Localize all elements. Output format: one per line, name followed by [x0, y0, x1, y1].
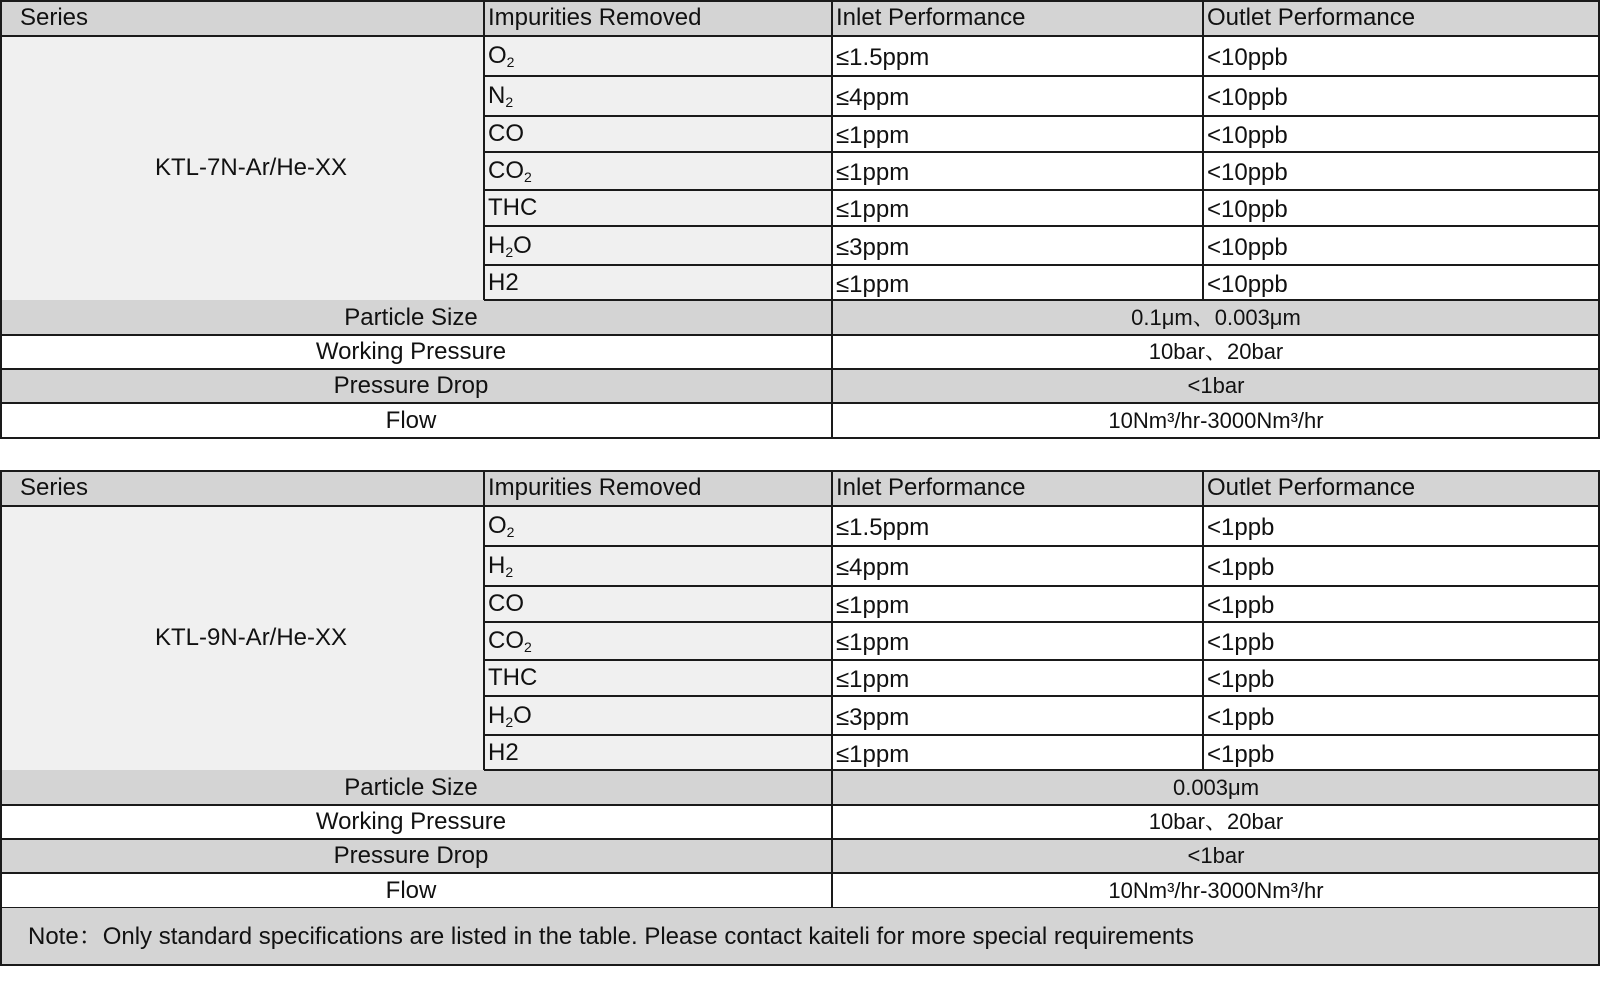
- impurity-name: [488, 196, 537, 220]
- impurity-cell: [484, 735, 832, 770]
- outlet-value: <10ppb: [1207, 84, 1288, 111]
- outlet-value: <10ppb: [1207, 233, 1288, 261]
- impurity-subscript: 2: [505, 243, 514, 260]
- impurity-name: [488, 592, 524, 616]
- table-divider: [1202, 0, 1204, 300]
- table-divider: [0, 908, 2, 965]
- impurity-name: [488, 84, 513, 108]
- series-cell: [0, 36, 484, 300]
- table-divider: [0, 470, 2, 908]
- impurity-name: [488, 554, 513, 578]
- impurity-subscript: 2: [524, 639, 532, 655]
- table-divider: [0, 470, 1600, 472]
- impurity-base: H: [488, 231, 506, 259]
- table-divider: [0, 334, 1600, 336]
- table-divider: [484, 189, 1600, 191]
- header-cell: [1203, 470, 1600, 506]
- header-cell: [0, 470, 484, 506]
- inlet-cell: [832, 506, 1203, 546]
- outlet-value: <1ppb: [1207, 514, 1275, 541]
- spec-value: <1bar: [1187, 373, 1245, 398]
- inlet-value: ≤1ppm: [836, 629, 910, 656]
- impurity-cell: [484, 116, 832, 152]
- outlet-value: <1ppb: [1207, 629, 1275, 656]
- impurity-suffix: O: [513, 231, 532, 259]
- outlet-cell: [1203, 506, 1600, 546]
- table-divider: [484, 585, 1600, 587]
- inlet-cell: [832, 152, 1203, 190]
- inlet-value: ≤1ppm: [836, 122, 910, 149]
- impurity-name: [488, 666, 537, 690]
- spec-value-cell: [832, 873, 1600, 908]
- outlet-cell: [1203, 660, 1600, 696]
- spec-value-cell: [832, 369, 1600, 403]
- spec-label: Particle Size: [344, 773, 478, 801]
- table-divider: [0, 35, 1600, 37]
- note-cell: [0, 908, 1600, 965]
- outlet-value: <1ppb: [1207, 592, 1275, 619]
- outlet-value: <1ppb: [1207, 740, 1275, 768]
- column-header: Impurities Removed: [488, 474, 702, 501]
- table-divider: [484, 225, 1600, 227]
- inlet-value: ≤1.5ppm: [836, 514, 930, 541]
- table-divider: [831, 0, 833, 438]
- header-cell: [832, 0, 1203, 36]
- table-divider: [1202, 470, 1204, 770]
- inlet-cell: [832, 660, 1203, 696]
- spec-label-cell: [0, 839, 832, 873]
- outlet-cell: [1203, 116, 1600, 152]
- spec-label-cell: [0, 369, 832, 403]
- impurity-cell: [484, 226, 832, 265]
- spec-label: Pressure Drop: [333, 842, 489, 869]
- spec-value-cell: [832, 300, 1600, 335]
- spec-label-cell: [0, 873, 832, 908]
- table-divider: [0, 804, 1600, 806]
- spec-value-cell: [832, 403, 1600, 438]
- impurity-subscript: 2: [505, 713, 514, 730]
- outlet-value: <10ppb: [1207, 196, 1288, 223]
- outlet-cell: [1203, 735, 1600, 770]
- inlet-cell: [832, 265, 1203, 300]
- impurity-base: N: [488, 82, 506, 109]
- spec-label: Working Pressure: [315, 338, 507, 365]
- outlet-cell: [1203, 152, 1600, 190]
- inlet-value: ≤1ppm: [836, 196, 910, 223]
- spec-value: 10Nm³/hr-3000Nm³/hr: [1108, 877, 1324, 903]
- spec-value-cell: [832, 839, 1600, 873]
- spec-label: Flow: [385, 876, 437, 904]
- table-divider: [483, 470, 485, 770]
- spec-label-cell: [0, 335, 832, 369]
- inlet-cell: [832, 76, 1203, 116]
- table-divider: [484, 264, 1600, 266]
- spec-value: 10Nm³/hr-3000Nm³/hr: [1108, 407, 1324, 433]
- impurity-base: CO: [488, 590, 524, 617]
- table-divider: [0, 964, 1600, 966]
- impurity-name: [488, 514, 514, 538]
- impurity-base: THC: [488, 664, 538, 691]
- header-cell: [484, 470, 832, 506]
- note-text: Note：Only standard specifications are listed in the table. Please contact kaiteli for more special requirements: [28, 922, 1194, 950]
- table-divider: [484, 621, 1600, 623]
- column-header: Inlet Performance: [836, 474, 1026, 501]
- series-cell: [0, 506, 484, 770]
- impurity-name: [488, 268, 519, 296]
- table-divider: [0, 437, 1600, 439]
- table-divider: [484, 769, 1600, 771]
- outlet-cell: [1203, 265, 1600, 300]
- table-divider: [484, 299, 1600, 301]
- impurity-name: [488, 231, 532, 260]
- inlet-value: ≤4ppm: [836, 84, 910, 111]
- impurity-cell: [484, 36, 832, 76]
- impurity-name: [488, 738, 519, 766]
- header-cell: [832, 470, 1203, 506]
- inlet-value: ≤1ppm: [836, 159, 910, 186]
- table-divider: [0, 402, 1600, 404]
- impurity-base: O: [488, 42, 507, 69]
- impurity-subscript: 2: [505, 94, 514, 110]
- series-name: KTL-7N-Ar/He-XX: [155, 154, 348, 181]
- header-cell: [1203, 0, 1600, 36]
- impurity-name: [488, 701, 532, 730]
- impurity-suffix: O: [513, 701, 532, 729]
- impurity-base: O: [488, 512, 507, 539]
- column-header: Outlet Performance: [1207, 474, 1416, 501]
- impurity-base: THC: [488, 194, 538, 221]
- spec-value: 0.003μm: [1172, 774, 1260, 800]
- spec-label-cell: [0, 805, 832, 839]
- impurity-cell: [484, 265, 832, 300]
- table-divider: [484, 151, 1600, 153]
- impurity-base: CO: [488, 627, 524, 654]
- table-divider: [0, 0, 2, 438]
- outlet-cell: [1203, 546, 1600, 586]
- column-header: Impurities Removed: [488, 4, 702, 31]
- spec-label: Flow: [385, 406, 437, 434]
- impurity-base: H: [488, 701, 506, 729]
- impurity-cell: [484, 660, 832, 696]
- impurity-base: H: [488, 552, 506, 579]
- impurity-name: [488, 629, 532, 653]
- impurity-cell: [484, 76, 832, 116]
- impurity-subscript: 2: [505, 564, 514, 580]
- outlet-value: <10ppb: [1207, 159, 1288, 186]
- column-header: Series: [20, 4, 89, 31]
- impurity-subscript: 2: [506, 54, 515, 70]
- inlet-cell: [832, 190, 1203, 226]
- spec-value: 10bar、20bar: [1148, 339, 1284, 364]
- table-divider: [0, 838, 1600, 840]
- spec-label: Pressure Drop: [333, 372, 489, 399]
- inlet-cell: [832, 546, 1203, 586]
- column-header: Series: [20, 474, 89, 501]
- spec-label: Particle Size: [344, 303, 478, 331]
- impurity-subscript: 2: [506, 524, 515, 540]
- inlet-cell: [832, 696, 1203, 735]
- table-divider: [484, 545, 1600, 547]
- column-header: Outlet Performance: [1207, 4, 1416, 31]
- inlet-value: ≤1ppm: [836, 592, 910, 619]
- spec-value-cell: [832, 805, 1600, 839]
- spec-label: Working Pressure: [315, 808, 507, 835]
- table-divider: [0, 872, 1600, 874]
- inlet-value: ≤1.5ppm: [836, 44, 930, 71]
- impurity-base: CO: [488, 120, 524, 147]
- impurity-cell: [484, 696, 832, 735]
- outlet-cell: [1203, 190, 1600, 226]
- table-divider: [484, 115, 1600, 117]
- table-divider: [0, 0, 1600, 2]
- header-cell: [0, 0, 484, 36]
- impurity-cell: [484, 506, 832, 546]
- spec-value: 0.1μm、0.003μm: [1131, 304, 1301, 330]
- spec-label-cell: [0, 403, 832, 438]
- impurity-cell: [484, 586, 832, 622]
- impurity-name: [488, 44, 514, 68]
- impurity-name: [488, 122, 524, 146]
- impurity-cell: [484, 152, 832, 190]
- table-divider: [0, 505, 1600, 507]
- impurity-base: H2: [488, 268, 519, 296]
- impurity-name: [488, 159, 532, 183]
- table-divider: [484, 734, 1600, 736]
- inlet-cell: [832, 622, 1203, 660]
- table-divider: [484, 659, 1600, 661]
- outlet-value: <10ppb: [1207, 270, 1288, 298]
- table-divider: [831, 470, 833, 908]
- column-header: Inlet Performance: [836, 4, 1026, 31]
- impurity-base: H2: [488, 738, 519, 766]
- spec-value: <1bar: [1187, 843, 1245, 868]
- outlet-cell: [1203, 622, 1600, 660]
- inlet-value: ≤4ppm: [836, 554, 910, 581]
- outlet-cell: [1203, 586, 1600, 622]
- header-cell: [484, 0, 832, 36]
- inlet-cell: [832, 586, 1203, 622]
- outlet-cell: [1203, 226, 1600, 265]
- inlet-cell: [832, 116, 1203, 152]
- inlet-value: ≤1ppm: [836, 740, 910, 768]
- outlet-cell: [1203, 696, 1600, 735]
- inlet-cell: [832, 36, 1203, 76]
- spec-label-cell: [0, 300, 832, 335]
- inlet-cell: [832, 735, 1203, 770]
- inlet-value: ≤3ppm: [836, 233, 910, 261]
- outlet-value: <1ppb: [1207, 554, 1275, 581]
- inlet-value: ≤1ppm: [836, 270, 910, 298]
- spec-value: 10bar、20bar: [1148, 809, 1284, 834]
- table-divider: [483, 0, 485, 300]
- outlet-value: <1ppb: [1207, 666, 1275, 693]
- outlet-cell: [1203, 36, 1600, 76]
- outlet-value: <1ppb: [1207, 703, 1275, 731]
- impurity-base: CO: [488, 157, 524, 184]
- inlet-value: ≤1ppm: [836, 666, 910, 693]
- inlet-cell: [832, 226, 1203, 265]
- outlet-cell: [1203, 76, 1600, 116]
- spec-label-cell: [0, 770, 832, 805]
- impurity-cell: [484, 190, 832, 226]
- outlet-value: <10ppb: [1207, 44, 1288, 71]
- inlet-value: ≤3ppm: [836, 703, 910, 731]
- table-divider: [484, 695, 1600, 697]
- impurity-subscript: 2: [524, 169, 532, 185]
- series-name: KTL-9N-Ar/He-XX: [155, 624, 348, 651]
- spec-value-cell: [832, 335, 1600, 369]
- table-divider: [484, 75, 1600, 77]
- impurity-cell: [484, 622, 832, 660]
- impurity-cell: [484, 546, 832, 586]
- spec-value-cell: [832, 770, 1600, 805]
- outlet-value: <10ppb: [1207, 122, 1288, 149]
- table-divider: [0, 368, 1600, 370]
